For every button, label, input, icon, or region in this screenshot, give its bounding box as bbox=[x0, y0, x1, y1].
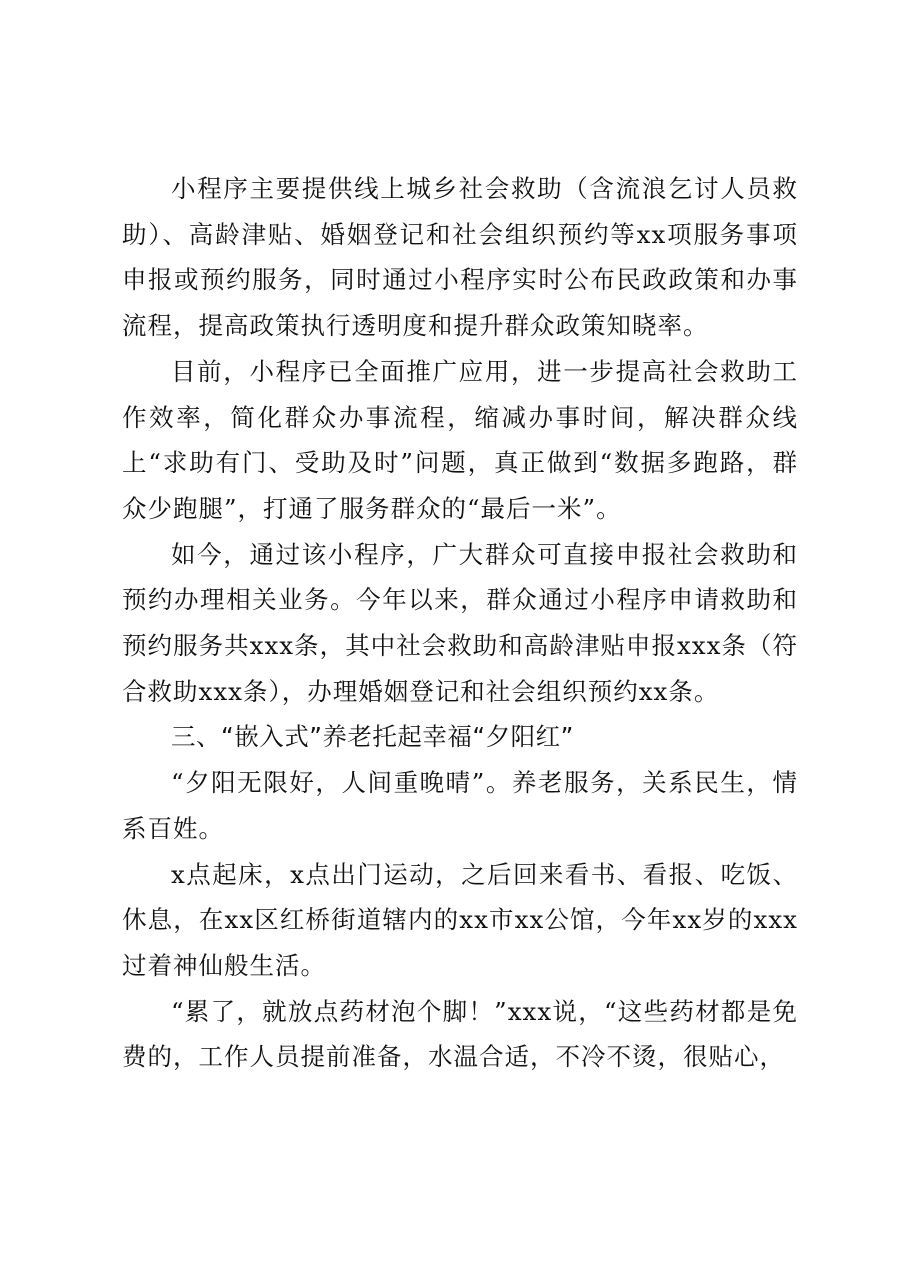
paragraph-daily-routine: x点起床，x点出门运动，之后回来看书、看报、吃饭、休息，在xx区红桥街道辖内的xx市xx公馆，今年xx岁的xxx过着神仙般生活。 bbox=[122, 859, 798, 980]
document-body bbox=[122, 166, 798, 1080]
paragraph-mini-program-statistics: 如今，通过该小程序，广大群众可直接申报社会救助和预约办理相关业务。今年以来，群众通过小程序申请救助和预约服务共xxx条，其中社会救助和高龄津贴申报xxx条（符合救助xxx条），办理婚姻登记和社会组织预约xx条。 bbox=[122, 539, 798, 706]
section-heading-elderly-care: 三、“嵌入式”养老托起幸福“夕阳红” bbox=[171, 722, 574, 752]
paragraph-mini-program-services: 小程序主要提供线上城乡社会救助（含流浪乞讨人员救助）、高龄津贴、婚姻登记和社会组织预约等xx项服务事项申报或预约服务，同时通过小程序实时公布民政政策和办事流程，提高政策执行透明度和提升群众政策知晓率。 bbox=[122, 174, 798, 341]
paragraph-mini-program-promotion: 目前，小程序已全面推广应用，进一步提高社会救助工作效率，简化群众办事流程，缩减办事时间，解决群众线上“求助有门、受助及时”问题，真正做到“数据多跑路，群众少跑腿”，打通了服务群众的“最后一米”。 bbox=[122, 356, 798, 523]
paragraph-elderly-care-intro: “夕阳无限好，人间重晚晴”。养老服务，关系民生，情系百姓。 bbox=[122, 768, 798, 843]
paragraph-resident-quote: “累了，就放点药材泡个脚！”xxx说，“这些药材都是免费的，工作人员提前准备，水温合适，不冷不烫，很贴心， bbox=[122, 996, 798, 1072]
